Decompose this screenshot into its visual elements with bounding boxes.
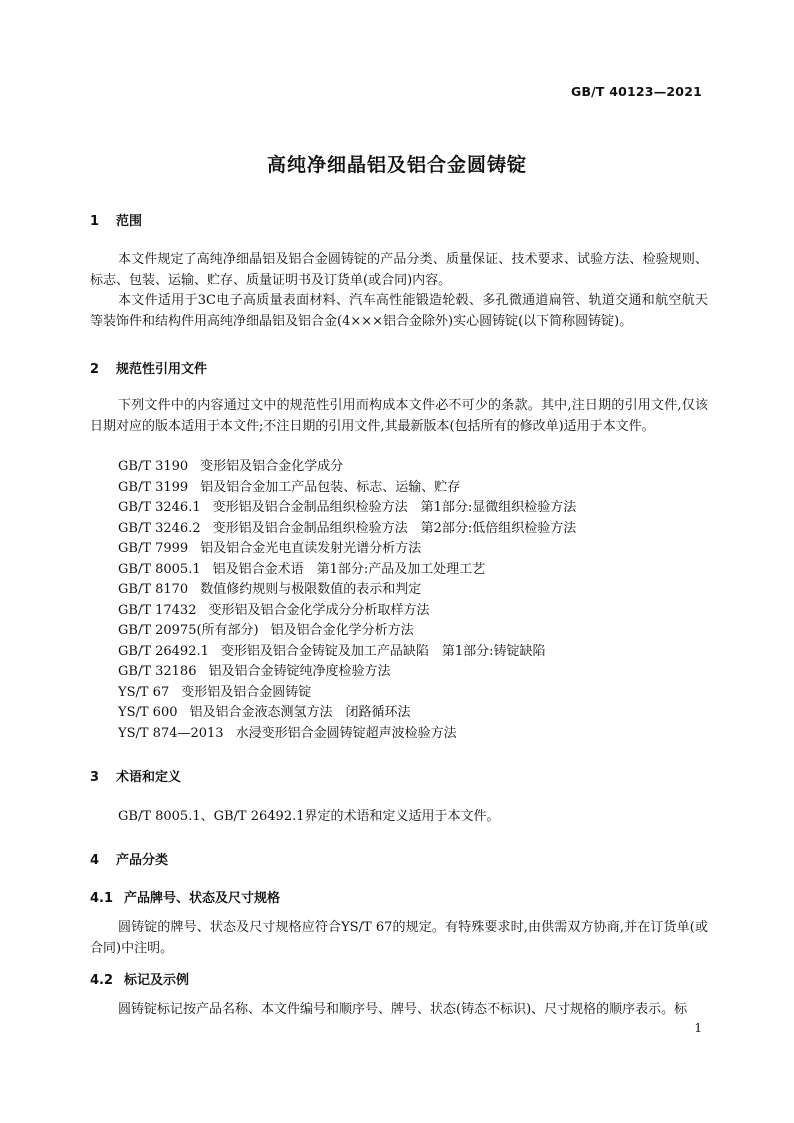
section-number: 2 xyxy=(90,362,100,377)
reference-name: 铝及铝合金术语 第1部分:产品及加工处理工艺 xyxy=(212,561,486,577)
section-3-heading xyxy=(90,766,181,785)
reference-code: GB/T 8170 xyxy=(118,582,189,597)
reference-code: GB/T 17432 xyxy=(118,602,197,618)
subsection-number: 4.1 xyxy=(90,891,114,906)
list-item xyxy=(118,601,576,622)
reference-code: GB/T 32186 xyxy=(118,664,197,679)
scope-paragraph-2: 本文件适用于3C电子高质量表面材料、汽车高性能锻造轮毂、多孔微通道扁管、轨道交通和航空航天等装饰件和结构件用高纯净细晶铝及铝合金(4×××铝合金除外)实心圆铸锭(以下简称圆铸锭)。 xyxy=(90,293,708,329)
section-number: 1 xyxy=(90,214,100,229)
reference-name: 变形铝及铝合金圆铸锭 xyxy=(181,684,312,700)
reference-name: 铝及铝合金化学分析方法 xyxy=(270,623,414,638)
reference-code: YS/T 67 xyxy=(118,684,170,700)
section-4-heading xyxy=(90,849,168,868)
list-item xyxy=(118,457,576,478)
reference-code: GB/T 3246.1 xyxy=(118,500,201,515)
list-item xyxy=(118,539,576,560)
reference-list xyxy=(118,457,576,744)
document-title: 高纯净细晶铝及铝合金圆铸锭 xyxy=(266,154,527,176)
section-number: 4 xyxy=(90,853,100,868)
list-item xyxy=(118,560,576,581)
subsection-title: 标记及示例 xyxy=(124,973,190,988)
subsection-title: 产品牌号、状态及尺寸规格 xyxy=(124,891,281,906)
list-item xyxy=(118,662,576,683)
reference-code: GB/T 3246.2 xyxy=(118,520,201,536)
reference-name: 变形铝及铝合金制品组织检验方法 第2部分:低倍组织检验方法 xyxy=(212,520,577,536)
section-title: 术语和定义 xyxy=(116,770,182,785)
classification-paragraph: 圆铸锭的牌号、状态及尺寸规格应符合YS/T 67的规定。有特殊要求时,由供需双方协商,并在订货单(或合同)中注明。 xyxy=(90,920,708,956)
list-item xyxy=(118,642,576,663)
reference-code: GB/T 8005.1 xyxy=(118,561,201,577)
list-item xyxy=(118,703,576,724)
reference-code: GB/T 26492.1 xyxy=(118,643,209,659)
reference-code: YS/T 874—2013 xyxy=(118,725,224,741)
reference-code: GB/T 3199 xyxy=(118,479,189,495)
reference-name: 铝及铝合金液态测氢方法 闭路循环法 xyxy=(189,705,411,720)
scope-paragraph-1: 本文件规定了高纯净细晶铝及铝合金圆铸锭的产品分类、质量保证、技术要求、试验方法、检验规则、标志、包装、运输、贮存、质量证明书及订货单(或合同)内容。 xyxy=(90,252,708,288)
reference-name: 水浸变形铝合金圆铸锭超声波检验方法 xyxy=(235,725,457,741)
standard-code: GB/T 40123—2021 xyxy=(570,84,702,99)
references-intro: 下列文件中的内容通过文中的规范性引用而构成本文件必不可少的条款。其中,注日期的引用文件,仅该日期对应的版本适用于本文件;不注日期的引用文件,其最新版本(包括所有的修改单)适用于本文件。 xyxy=(90,398,708,434)
reference-name: 铝及铝合金加工产品包装、标志、运输、贮存 xyxy=(200,479,461,495)
reference-name: 变形铝及铝合金铸锭及加工产品缺陷 第1部分:铸锭缺陷 xyxy=(220,643,546,659)
reference-code: GB/T 3190 xyxy=(118,459,189,474)
reference-name: 变形铝及铝合金制品组织检验方法 第1部分:显微组织检验方法 xyxy=(212,500,577,515)
reference-name: 数值修约规则与极限数值的表示和判定 xyxy=(200,582,422,597)
reference-code: GB/T 20975(所有部分) xyxy=(118,623,259,638)
list-item xyxy=(118,621,576,642)
reference-name: 铝及铝合金光电直读发射光谱分析方法 xyxy=(200,541,422,556)
list-item xyxy=(118,478,576,499)
section-title: 范围 xyxy=(116,214,143,229)
subsection-4-2-heading xyxy=(90,969,189,988)
subsection-4-1-heading xyxy=(90,887,280,906)
page-number: 1 xyxy=(694,1021,702,1035)
reference-name: 铝及铝合金铸锭纯净度检验方法 xyxy=(208,664,391,679)
reference-name: 变形铝及铝合金化学成分分析取样方法 xyxy=(208,602,430,618)
terms-paragraph: GB/T 8005.1、GB/T 26492.1界定的术语和定义适用于本文件。 xyxy=(118,809,500,824)
section-number: 3 xyxy=(90,770,100,785)
reference-name: 变形铝及铝合金化学成分 xyxy=(200,459,344,474)
subsection-number: 4.2 xyxy=(90,973,114,988)
section-title: 规范性引用文件 xyxy=(116,362,208,377)
list-item xyxy=(118,498,576,519)
marking-paragraph: 圆铸锭标记按产品名称、本文件编号和顺序号、牌号、状态(铸态不标识)、尺寸规格的顺序表示。标 xyxy=(118,1002,688,1017)
section-1-heading xyxy=(90,210,142,229)
list-item xyxy=(118,724,576,745)
list-item xyxy=(118,580,576,601)
list-item xyxy=(118,519,576,540)
reference-code: GB/T 7999 xyxy=(118,541,189,556)
list-item xyxy=(118,683,576,704)
section-2-heading xyxy=(90,358,207,377)
section-title: 产品分类 xyxy=(116,853,169,868)
reference-code: YS/T 600 xyxy=(118,705,178,720)
